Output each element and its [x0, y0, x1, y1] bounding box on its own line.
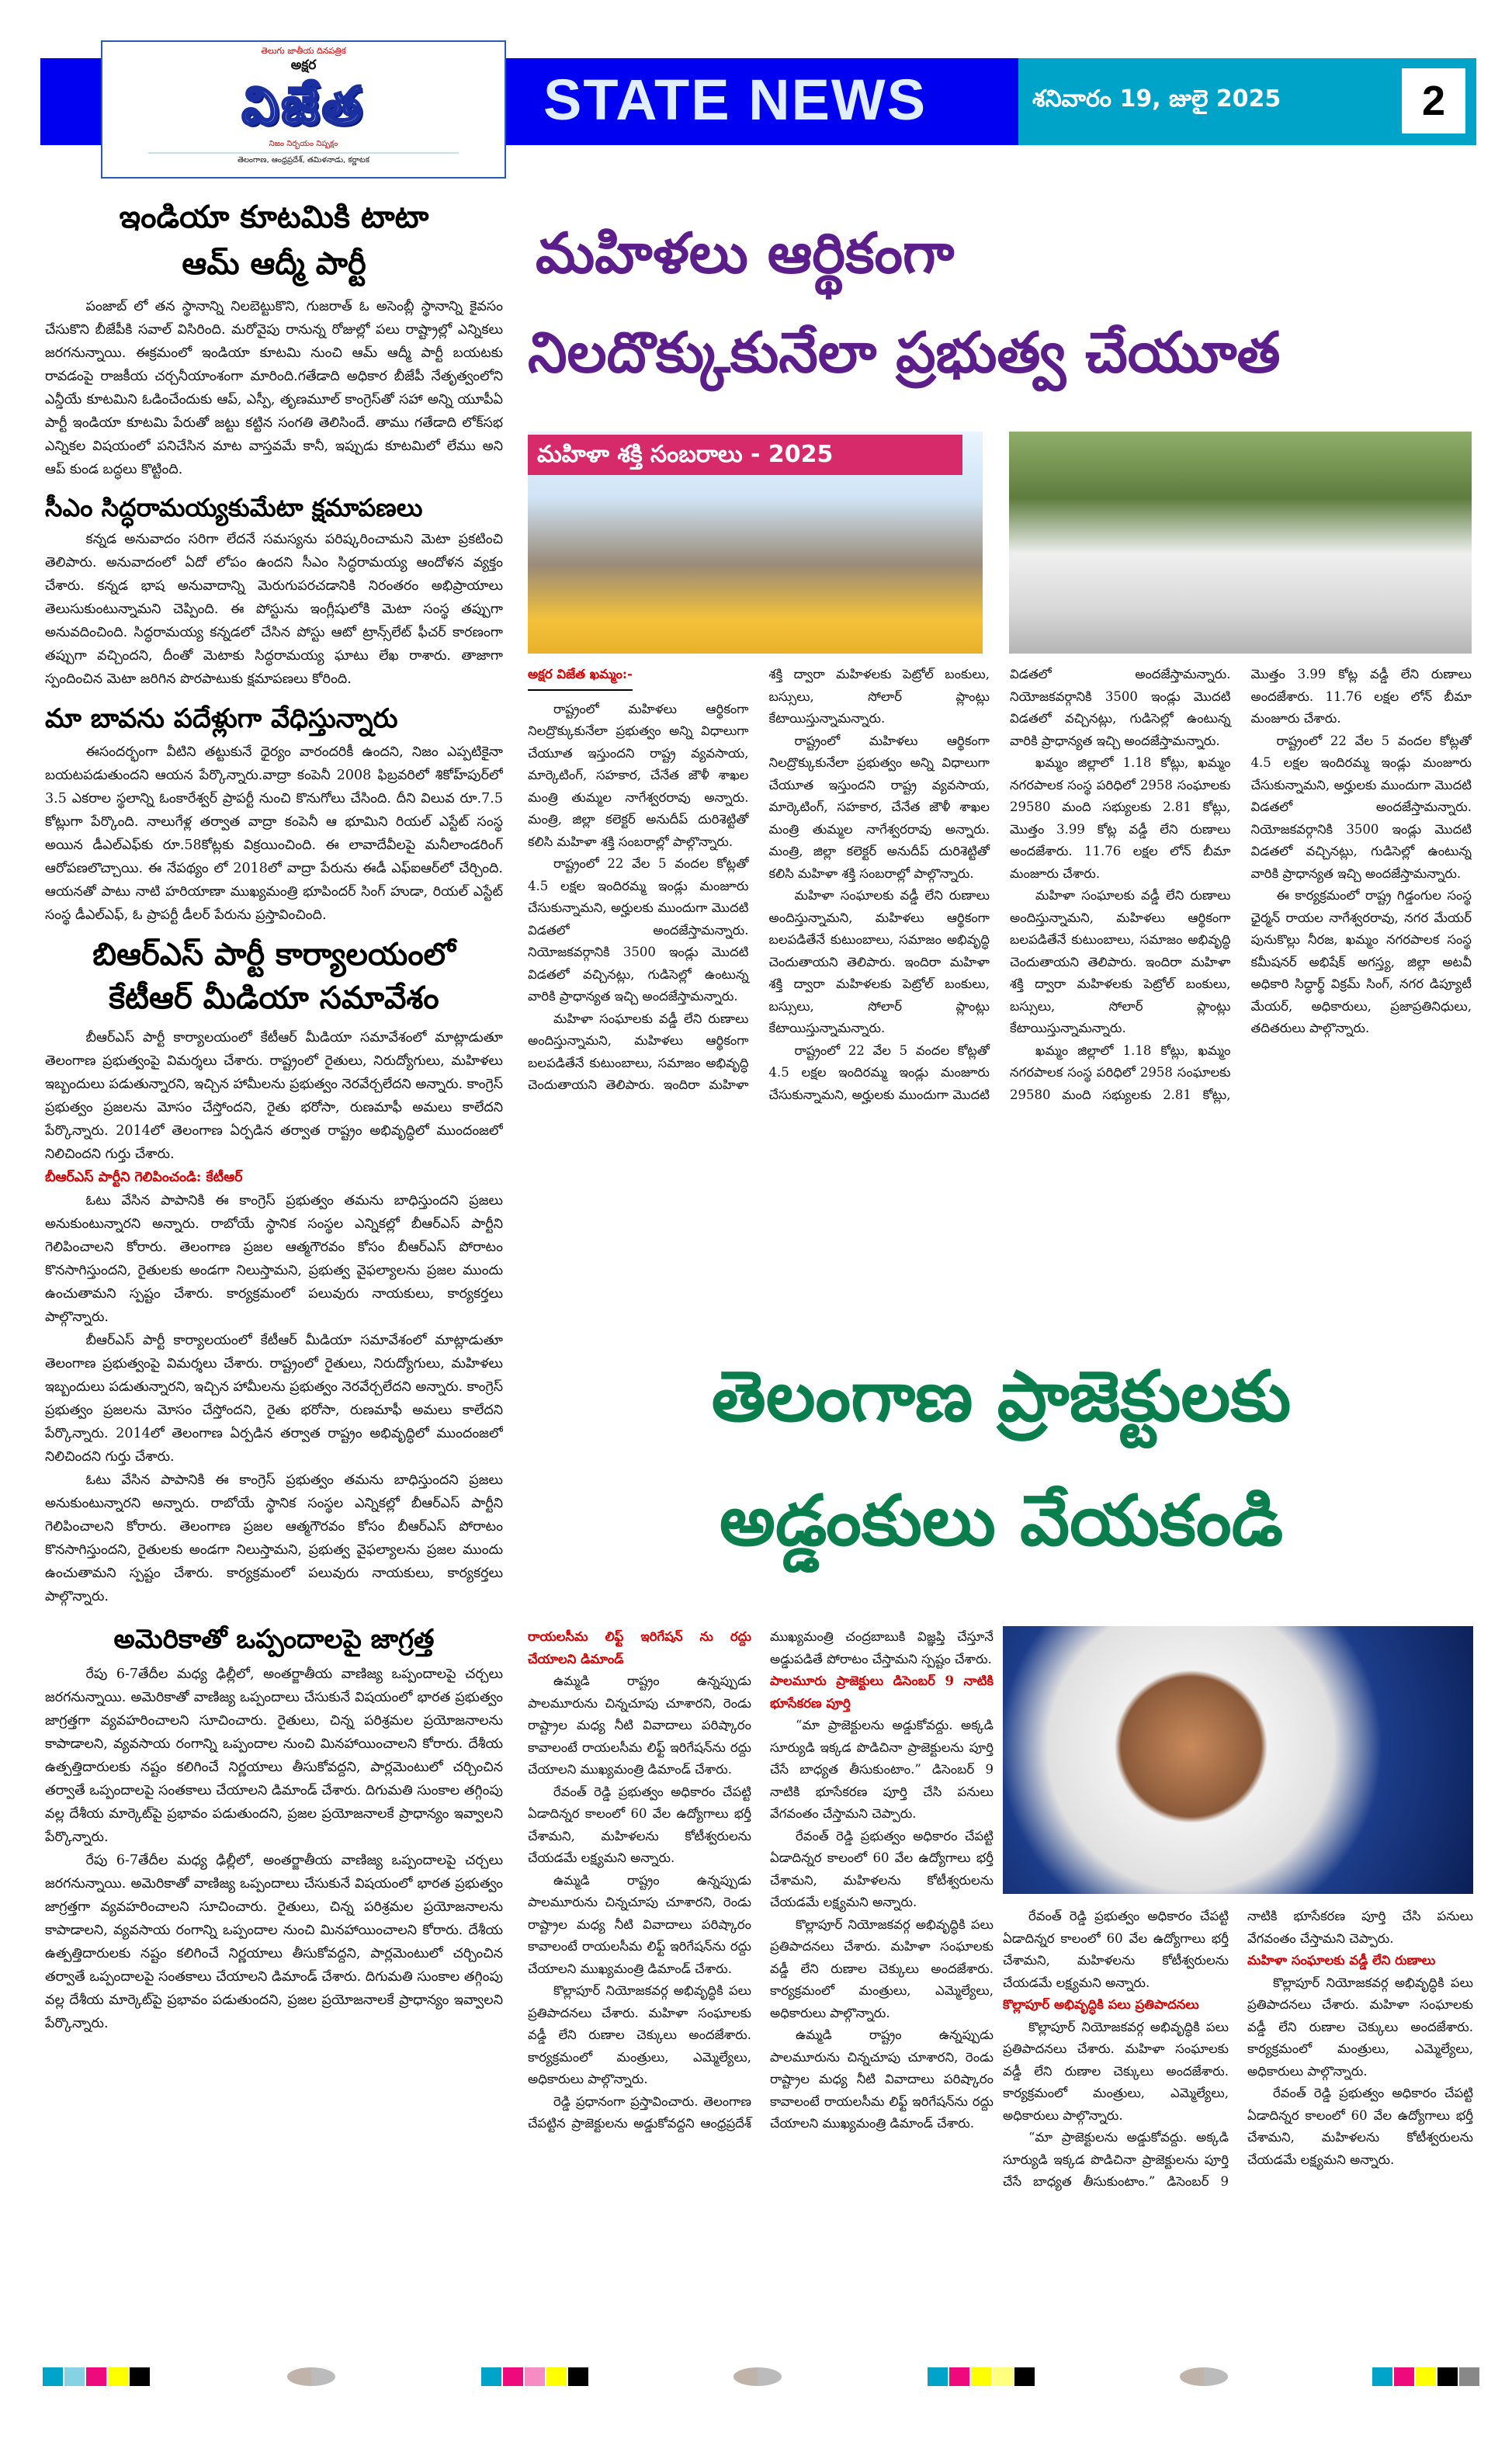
article-body: ఈసందర్భంగా వీటిని తట్టుకునే ధైర్యం వారందరికీ ఉందని, నిజం ఎప్పటికైనా బయటపడుతుందని ఆయన పేర్కొన్నారు.వాద్రా కంపెనీ 2008 ఫిబ్రవరిలో శికోహ్‌పుర్‌లో 3.5 ఎకరాల స్థలాన్ని ఓంకారేశ్వర్ ప్రాపర్టీ నుంచి కొనుగోలు చేసింది. దీని విలువ రూ.7.5 కోట్లుగా పేర్కొంది. నాలుగేళ్ల తర్వాత వాద్రా కంపెనీ ఆ భూమిని రియల్ ఎస్టేట్ సంస్థ అయిన డీఎల్‌ఎఫ్‌కు రూ.58కోట్లకు విక్రయించింది. ఈ లావాదేవీలపై మనీలాండరింగ్ ఆరోపణలొచ్చాయి. ఈ నేపథ్యం లో 2018లో వాద్రా పేరును ఈడీ ఎఫ్ఐఆర్‌లో చేర్చింది. ఆయనతో పాటు నాటి హరియాణా ముఖ్యమంత్రి భూపిందర్ సింగ్ హుడా, రియల్ ఎస్టేట్ సంస్థ డీఎల్‌ఎఫ్, ఓ ప్రాపర్టీ డీలర్ పేరును ప్రస్తావించింది.: [45, 744, 503, 923]
second-article-body: రాయలసీమ లిఫ్ట్ ఇరిగేషన్ ను రద్దు చేయాలని డిమాండ్ ఉమ్మడి రాష్ట్రం ఉన్నప్పుడు పాలమూరును చిన్నచూపు చూశారని, రెండు రాష్ట్రాల మధ్య నీటి వివాదాలు పరిష్కారం కావాలంటే రాయలసీమ లిఫ్ట్ ఇరిగేషన్‌ను రద్దు చేయాలని ముఖ్యమంత్రి డిమాండ్ చేశారు. రేవంత్ రెడ్డి ప్రభుత్వం అధికారం చేపట్టి ఏడాదిన్నర కాలంలో 60 వేల ఉద్యోగాలు భర్తీ చేశామని, మహిళలను కోటీశ్వరులను చేయడమే లక్ష్యమని అన్నారు. ఉమ్మడి రాష్ట్రం ఉన్నప్పుడు పాలమూరును చిన్నచూపు చూశారని, రెండు రాష్ట్రాల మధ్య నీటి వివాదాలు పరిష్కారం కావాలంటే రాయలసీమ లిఫ్ట్ ఇరిగేషన్‌ను రద్దు చేయాలని ముఖ్యమంత్రి డిమాండ్ చేశారు. కొల్లాపూర్ నియోజకవర్గ అభివృద్ధికి పలు ప్రతిపాదనలు చేశారు. మహిళా సంఘాలకు వడ్డీ లేని రుణాల చెక్కులు అందజేశారు. కార్యక్రమంలో మంత్రులు, ఎమ్మెల్యేలు, అధికారులు పాల్గొన్నారు. రెడ్డి ప్రధానంగా ప్రస్తావించారు. తెలంగాణ చేపట్టిన ప్రాజెక్టులను అడ్డుకోవద్దని ఆంధ్రప్రదేశ్ ముఖ్యమంత్రి చంద్రబాబుకి విజ్ఞప్తి చేస్తూనే అడ్డుపడితే పోరాటం చేస్తామని స్పష్టం చేశారు. పాలమూరు ప్రాజెక్టులు డిసెంబర్ 9 నాటికి భూసేకరణ పూర్తి “మా ప్రాజెక్టులను అడ్డుకోవద్దు. అక్కడి సూర్యుడి ఇక్కడ పొడిచినా ప్రాజెక్టులను పూర్తి చేసే బాధ్యత తీసుకుంటాం.” డిసెంబర్ 9 నాటికి భూసేకరణ పూర్తి చేసి పనులు వేగవంతం చేస్తామని చెప్పారు. రేవంత్ రెడ్డి ప్రభుత్వం అధికారం చేపట్టి ఏడాదిన్నర కాలంలో 60 వేల ఉద్యోగాలు భర్తీ చేశామని, మహిళలను కోటీశ్వరులను చేయడమే లక్ష్యమని అన్నారు. కొల్లాపూర్ నియోజకవర్గ అభివృద్ధికి పలు ప్రతిపాదనలు చేశారు. మహిళా సంఘాలకు వడ్డీ లేని రుణాల చెక్కులు అందజేశారు. కార్యక్రమంలో మంత్రులు, ఎమ్మెల్యేలు, అధికారులు పాల్గొన్నారు. ఉమ్మడి రాష్ట్రం ఉన్నప్పుడు పాలమూరును చిన్నచూపు చూశారని, రెండు రాష్ట్రాల మధ్య నీటి వివాదాలు పరిష్కారం కావాలంటే రాయలసీమ లిఫ్ట్ ఇరిగేషన్‌ను రద్దు చేయాలని ముఖ్యమంత్రి డిమాండ్ చేశారు.: [528, 1629, 994, 2131]
article-body: ఓటు వేసిన పాపానికి ఈ కాంగ్రెస్ ప్రభుత్వం తమను బాధిస్తుందని ప్రజలు అనుకుంటున్నారని అన్నారు. రాబోయే స్థానిక సంస్థల ఎన్నికల్లో బీఆర్ఎస్ పార్టీని గెలిపించాలని కోరారు. తెలంగాణ ప్రజల ఆత్మగౌరవం కోసం బీఆర్ఎస్ పోరాటం కొనసాగిస్తుందని, రైతులకు అండగా నిలుస్తామని, ప్రభుత్వ వైఫల్యాలను ప్రజల ముందు ఉంచుతామని స్పష్టం చేశారు. కార్యక్రమంలో పలువురు నాయకులు, కార్యకర్తలు పాల్గొన్నారు.: [45, 1472, 503, 1604]
newspaper-logo: [101, 40, 506, 179]
second-article-body-continued: రేవంత్ రెడ్డి ప్రభుత్వం అధికారం చేపట్టి ఏడాదిన్నర కాలంలో 60 వేల ఉద్యోగాలు భర్తీ చేశామని, మహిళలను కోటీశ్వరులను చేయడమే లక్ష్యమని అన్నారు. కొల్లాపూర్ అభివృద్ధికి పలు ప్రతిపాదనలు కొల్లాపూర్ నియోజకవర్గ అభివృద్ధికి పలు ప్రతిపాదనలు చేశారు. మహిళా సంఘాలకు వడ్డీ లేని రుణాల చెక్కులు అందజేశారు. కార్యక్రమంలో మంత్రులు, ఎమ్మెల్యేలు, అధికారులు పాల్గొన్నారు. “మా ప్రాజెక్టులను అడ్డుకోవద్దు. అక్కడి సూర్యుడి ఇక్కడ పొడిచినా ప్రాజెక్టులను పూర్తి చేసే బాధ్యత తీసుకుంటాం.” డిసెంబర్ 9 నాటికి భూసేకరణ పూర్తి చేసి పనులు వేగవంతం చేస్తామని చెప్పారు. మహిళా సంఘాలకు వడ్డీ లేని రుణాలు కొల్లాపూర్ నియోజకవర్గ అభివృద్ధికి పలు ప్రతిపాదనలు చేశారు. మహిళా సంఘాలకు వడ్డీ లేని రుణాల చెక్కులు అందజేశారు. కార్యక్రమంలో మంత్రులు, ఎమ్మెల్యేలు, అధికారులు పాల్గొన్నారు. రేవంత్ రెడ్డి ప్రభుత్వం అధికారం చేపట్టి ఏడాదిన్నర కాలంలో 60 వేల ఉద్యోగాలు భర్తీ చేశామని, మహిళలను కోటీశ్వరులను చేయడమే లక్ష్యమని అన్నారు.: [1003, 1909, 1473, 2189]
article-body: బీఆర్ఎస్ పార్టీ కార్యాలయంలో కేటీఆర్ మీడియా సమావేశంలో మాట్లాడుతూ తెలంగాణ ప్రభుత్వంపై విమర్శలు చేశారు. రాష్ట్రంలో రైతులు, నిరుద్యోగులు, మహిళలు ఇబ్బందులు పడుతున్నారని, ఇచ్చిన హామీలను ప్రభుత్వం నెరవేర్చలేదని అన్నారు. కాంగ్రెస్ ప్రభుత్వం ప్రజలను మోసం చేస్తోందని, రైతు భరోసా, రుణమాఫీ అమలు కాలేదని పేర్కొన్నారు. 2014లో తెలంగాణ ఏర్పడిన తర్వాత రాష్ట్రం అభివృద్ధిలో ముందంజలో నిలిచిందని గుర్తు చేశారు.: [45, 1030, 503, 1162]
logo-motto: నిజం నిర్భయం నిష్పక్షం: [269, 140, 338, 148]
left-column: [45, 194, 503, 2352]
article-body: రేపు 6-7తేదీల మధ్య ఢిల్లీలో, అంతర్జాతీయ వాణిజ్య ఒప్పందాలపై చర్చలు జరగనున్నాయి. అమెరికాతో వాణిజ్య ఒప్పందాలు చేసుకునే విషయంలో భారత ప్రభుత్వం జాగ్రత్తగా వ్యవహరించాలని సూచించారు. రైతులు, చిన్న పరిశ్రమల ప్రయోజనాలను కాపాడాలని, వ్యవసాయ రంగాన్ని ఒప్పందాల నుంచి మినహాయించాలని కోరారు. దేశీయ ఉత్పత్తిదారులకు నష్టం కలిగించే నిర్ణయాలు తీసుకోవద్దని, పార్లమెంటులో చర్చించిన తర్వాతే ఒప్పందాలపై సంతకాలు చేయాలని డిమాండ్ చేశారు. దిగుమతి సుంకాల తగ్గింపు వల్ల దేశీయ మార్కెట్‌పై ప్రభావం పడుతుందని, ప్రజల ప్రయోజనాలకే ప్రాధాన్యం ఇవ్వాలని పేర్కొన్నారు.: [45, 1853, 503, 2031]
article-headline: మా బావను పదేళ్లుగా వేధిస్తున్నారు: [45, 703, 398, 734]
logo-name: విజేత: [241, 76, 366, 136]
article-body: పంజాబ్ లో తన స్థానాన్ని నిలబెట్టుకొని, గుజరాత్ ఓ అసెంబ్లీ స్థానాన్ని కైవసం చేసుకొని బీజేపీకి సవాల్ విసిరింది. మరోవైపు రానున్న రోజుల్లో పలు రాష్ట్రాల్లో ఎన్నికలు జరగనున్నాయి. ఈక్రమంలో ఇండియా కూటమి నుంచి ఆమ్ ఆద్మీ పార్టీ బయటకు రావడంపై రాజకీయ చర్చనీయాంశంగా మారింది.గతేడాది అధికార బీజేపీ నేతృత్వంలోని ఎన్డీయే కూటమిని ఓడించేందుకు ఆప్, ఎస్పీ, తృణమూల్ కాంగ్రెస్‌తో సహా అన్ని యూపీఏ పార్టీ ఇండియా కూటమి పేరుతో జట్టు కట్టిన సంగతి తెలిసిందే. తాము గతేడాది లోక్‌సభ ఎన్నికల విషయంలో పనిచేసిన మాట వాస్తవమే కానీ, ఇప్పుడు కూటమిలో లేము అని ఆప్ కుండ బద్ధలు కొట్టింది.: [45, 299, 503, 477]
article-headline: అమెరికాతో ఒప్పందాలపై జాగ్రత్త: [113, 1624, 435, 1655]
article-body: బీఆర్ఎస్ పార్టీ కార్యాలయంలో కేటీఆర్ మీడియా సమావేశంలో మాట్లాడుతూ తెలంగాణ ప్రభుత్వంపై విమర్శలు చేశారు. రాష్ట్రంలో రైతులు, నిరుద్యోగులు, మహిళలు ఇబ్బందులు పడుతున్నారని, ఇచ్చిన హామీలను ప్రభుత్వం నెరవేర్చలేదని అన్నారు. కాంగ్రెస్ ప్రభుత్వం ప్రజలను మోసం చేస్తోందని, రైతు భరోసా, రుణమాఫీ అమలు కాలేదని పేర్కొన్నారు. 2014లో తెలంగాణ ఏర్పడిన తర్వాత రాష్ట్రం అభివృద్ధిలో ముందంజలో నిలిచిందని గుర్తు చేశారు.: [45, 1333, 503, 1465]
article-body: ఓటు వేసిన పాపానికి ఈ కాంగ్రెస్ ప్రభుత్వం తమను బాధిస్తుందని ప్రజలు అనుకుంటున్నారని అన్నారు. రాబోయే స్థానిక సంస్థల ఎన్నికల్లో బీఆర్ఎస్ పార్టీని గెలిపించాలని కోరారు. తెలంగాణ ప్రజల ఆత్మగౌరవం కోసం బీఆర్ఎస్ పోరాటం కొనసాగిస్తుందని, రైతులకు అండగా నిలుస్తామని, ప్రభుత్వ వైఫల్యాలను ప్రజల ముందు ఉంచుతామని స్పష్టం చేశారు. కార్యక్రమంలో పలువురు నాయకులు, కార్యకర్తలు పాల్గొన్నారు.: [45, 1193, 503, 1325]
photo-banner-text: మహిళా శక్తి సంబరాలు - 2025: [528, 435, 962, 475]
registration-mark: [733, 2367, 782, 2386]
article-body: కన్నడ అనువాదం సరిగా లేదనే సమస్యను పరిష్కరించామని మెటా ప్రకటించి తెలిపారు. అనువాదంలో ఏదో లోపం ఉందని సీఎం సిద్ధరామయ్య ఆందోళన వ్యక్తం చేశారు. కన్నడ భాష అనువాదాన్ని మెరుగుపరచడానికి నిరంతరం అభిప్రాయాలు తెలుసుకుంటున్నామని చెప్పింది. ఈ పోస్టును ఇంగ్లీషులోకి మెటా సంస్థ తప్పుగా అనువదించింది. సిద్ధరామయ్య కన్నడలో చేసిన పోస్టు ఆటో ట్రాన్స్‌లేట్ ఫీచర్ కారణంగా తప్పుగా వచ్చిందని, దీంతో మెటాకు సిద్ధరామయ్య ఘాటు లేఖ రాశారు. తాజాగా స్పందించిన మెటా జరిగిన పొరపాటుకు క్షమాపణలు కోరింది.: [45, 532, 503, 687]
logo-tagline: తెలుగు జాతీయ దినపత్రిక: [261, 46, 346, 56]
registration-mark: [1180, 2367, 1228, 2386]
event-photo: [528, 432, 983, 654]
color-registration-bar: [481, 2367, 590, 2386]
article-subhead: బీఆర్ఎస్ పార్టీని గెలిపించండి: కేటీఆర్: [45, 1170, 243, 1185]
color-registration-bar: [928, 2367, 1036, 2386]
page-number: 2: [1402, 68, 1465, 134]
leaders-photo: [1009, 432, 1472, 654]
article-headline: బిఆర్ఎస్ పార్టీ కార్యాలయంలో కేటీఆర్ మీడియా సమావేశం: [92, 937, 456, 1016]
color-registration-bar: [43, 2367, 151, 2386]
byline: అక్షర విజేత ఖమ్మం:-: [528, 664, 633, 691]
section-title: STATE NEWS: [543, 68, 928, 132]
registration-mark: [287, 2367, 335, 2386]
color-registration-bar: [1372, 2367, 1481, 2386]
second-headline: తెలంగాణ ప్రాజెక్టులకు అడ్డంకులు వేయకండి: [711, 1356, 1292, 1562]
logo-states: తెలంగాణ, ఆంధ్రప్రదేశ్, తమిళనాడు, కర్ణాటక: [148, 152, 459, 166]
lead-headline: మహిళలు ఆర్థికంగా నిలదొక్కుకునేలా ప్రభుత్వ చేయూత: [528, 220, 1281, 385]
chief-minister-photo: [1003, 1626, 1473, 1894]
article-body: రేపు 6-7తేదీల మధ్య ఢిల్లీలో, అంతర్జాతీయ వాణిజ్య ఒప్పందాలపై చర్చలు జరగనున్నాయి. అమెరికాతో వాణిజ్య ఒప్పందాలు చేసుకునే విషయంలో భారత ప్రభుత్వం జాగ్రత్తగా వ్యవహరించాలని సూచించారు. రైతులు, చిన్న పరిశ్రమల ప్రయోజనాలను కాపాడాలని, వ్యవసాయ రంగాన్ని ఒప్పందాల నుంచి మినహాయించాలని కోరారు. దేశీయ ఉత్పత్తిదారులకు నష్టం కలిగించే నిర్ణయాలు తీసుకోవద్దని, పార్లమెంటులో చర్చించిన తర్వాతే ఒప్పందాలపై సంతకాలు చేయాలని డిమాండ్ చేశారు. దిగుమతి సుంకాల తగ్గింపు వల్ల దేశీయ మార్కెట్‌పై ప్రభావం పడుతుందని, ప్రజల ప్రయోజనాలకే ప్రాధాన్యం ఇవ్వాలని పేర్కొన్నారు.: [45, 1666, 503, 1845]
edition-date: శనివారం 19, జులై 2025: [1032, 85, 1281, 113]
lead-article-body: అక్షర విజేత ఖమ్మం:- రాష్ట్రంలో మహిళలు ఆర్థికంగా నిలద్రొక్కుకునేలా ప్రభుత్వం అన్ని విధాలుగా చేయూత ఇస్తుందని రాష్ట్ర వ్యవసాయ, మార్కెటింగ్, సహకార, చేనేత జౌళీ శాఖల మంత్రి తుమ్మల నాగేశ్వరరావు అన్నారు. మంత్రి, జిల్లా కలెక్టర్ అనుదీప్ దురిశెట్టితో కలిసి మహిళా శక్తి సంబరాల్లో పాల్గొన్నారు. రాష్ట్రంలో 22 వేల 5 వందల కోట్లతో 4.5 లక్షల ఇందిరమ్మ ఇండ్లు మంజూరు చేసుకున్నామని, అర్హులకు ముందుగా మొదటి విడతలో అందజేస్తామన్నారు. నియోజకవర్గానికి 3500 ఇండ్లు మొదటి విడతలో వచ్చినట్లు, గుడిసెల్లో ఉంటున్న వారికి ప్రాధాన్యత ఇచ్చి అందజేస్తామన్నారు. మహిళా సంఘాలకు వడ్డీ లేని రుణాలు అందిస్తున్నామని, మహిళలు ఆర్థికంగా బలపడితేనే కుటుంబాలు, సమాజం అభివృద్ధి చెందుతాయని తెలిపారు. ఇందిరా మహిళా శక్తి ద్వారా మహిళలకు పెట్రోల్ బంకులు, బస్సులు, సోలార్ ప్లాంట్లు కేటాయిస్తున్నామన్నారు. రాష్ట్రంలో మహిళలు ఆర్థికంగా నిలద్రొక్కుకునేలా ప్రభుత్వం అన్ని విధాలుగా చేయూత ఇస్తుందని రాష్ట్ర వ్యవసాయ, మార్కెటింగ్, సహకార, చేనేత జౌళీ శాఖల మంత్రి తుమ్మల నాగేశ్వరరావు అన్నారు. మంత్రి, జిల్లా కలెక్టర్ అనుదీప్ దురిశెట్టితో కలిసి మహిళా శక్తి సంబరాల్లో పాల్గొన్నారు. మహిళా సంఘాలకు వడ్డీ లేని రుణాలు అందిస్తున్నామని, మహిళలు ఆర్థికంగా బలపడితేనే కుటుంబాలు, సమాజం అభివృద్ధి చెందుతాయని తెలిపారు. ఇందిరా మహిళా శక్తి ద్వారా మహిళలకు పెట్రోల్ బంకులు, బస్సులు, సోలార్ ప్లాంట్లు కేటాయిస్తున్నామన్నారు. రాష్ట్రంలో 22 వేల 5 వందల కోట్లతో 4.5 లక్షల ఇందిరమ్మ ఇండ్లు మంజూరు చేసుకున్నామని, అర్హులకు ముందుగా మొదటి విడతలో అందజేస్తామన్నారు. నియోజకవర్గానికి 3500 ఇండ్లు మొదటి విడతలో వచ్చినట్లు, గుడిసెల్లో ఉంటున్న వారికి ప్రాధాన్యత ఇచ్చి అందజేస్తామన్నారు. ఖమ్మం జిల్లాలో 1.18 కోట్లు, ఖమ్మం నగరపాలక సంస్థ పరిధిలో 2958 సంఘాలకు 29580 మంది సభ్యులకు 2.81 కోట్లు, మొత్తం 3.99 కోట్ల వడ్డీ లేని రుణాలు అందజేశారు. 11.76 లక్షల లోన్ బీమా మంజూరు చేశారు. మహిళా సంఘాలకు వడ్డీ లేని రుణాలు అందిస్తున్నామని, మహిళలు ఆర్థికంగా బలపడితేనే కుటుంబాలు, సమాజం అభివృద్ధి చెందుతాయని తెలిపారు. ఇందిరా మహిళా శక్తి ద్వారా మహిళలకు పెట్రోల్ బంకులు, బస్సులు, సోలార్ ప్లాంట్లు కేటాయిస్తున్నామన్నారు. ఖమ్మం జిల్లాలో 1.18 కోట్లు, ఖమ్మం నగరపాలక సంస్థ పరిధిలో 2958 సంఘాలకు 29580 మంది సభ్యులకు 2.81 కోట్లు, మొత్తం 3.99 కోట్ల వడ్డీ లేని రుణాలు అందజేశారు. 11.76 లక్షల లోన్ బీమా మంజూరు చేశారు. రాష్ట్రంలో 22 వేల 5 వందల కోట్లతో 4.5 లక్షల ఇందిరమ్మ ఇండ్లు మంజూరు చేసుకున్నామని, అర్హులకు ముందుగా మొదటి విడతలో అందజేస్తామన్నారు. నియోజకవర్గానికి 3500 ఇండ్లు మొదటి విడతలో వచ్చినట్లు, గుడిసెల్లో ఉంటున్న వారికి ప్రాధాన్యత ఇచ్చి అందజేస్తామన్నారు. ఈ కార్యక్రమంలో రాష్ట్ర గిడ్డంగుల సంస్థ ఛైర్మన్ రాయల నాగేశ్వరరావు, నగర మేయర్ పునుకొల్లు నీరజ, ఖమ్మం నగరపాలక సంస్థ కమీషనర్ అభిషేక్ అగస్త్య, జిల్లా అటవీ అధికారి సిద్ధార్థ్ విక్రమ్ సింగ్, నగర డిప్యూటీ మేయర్, అధికారులు, ప్రజాప్రతినిధులు, తదితరులు పాల్గొన్నారు.: [528, 664, 1472, 1300]
article-headline: ఇండియా కూటమికి టాటా ఆమ్ ఆద్మీ పార్టీ: [119, 199, 429, 282]
article-headline: సీఎం సిద్ధరామయ్యకుమేటా క్షమాపణలు: [45, 493, 423, 522]
logo-prefix: అక్షర: [290, 57, 317, 73]
